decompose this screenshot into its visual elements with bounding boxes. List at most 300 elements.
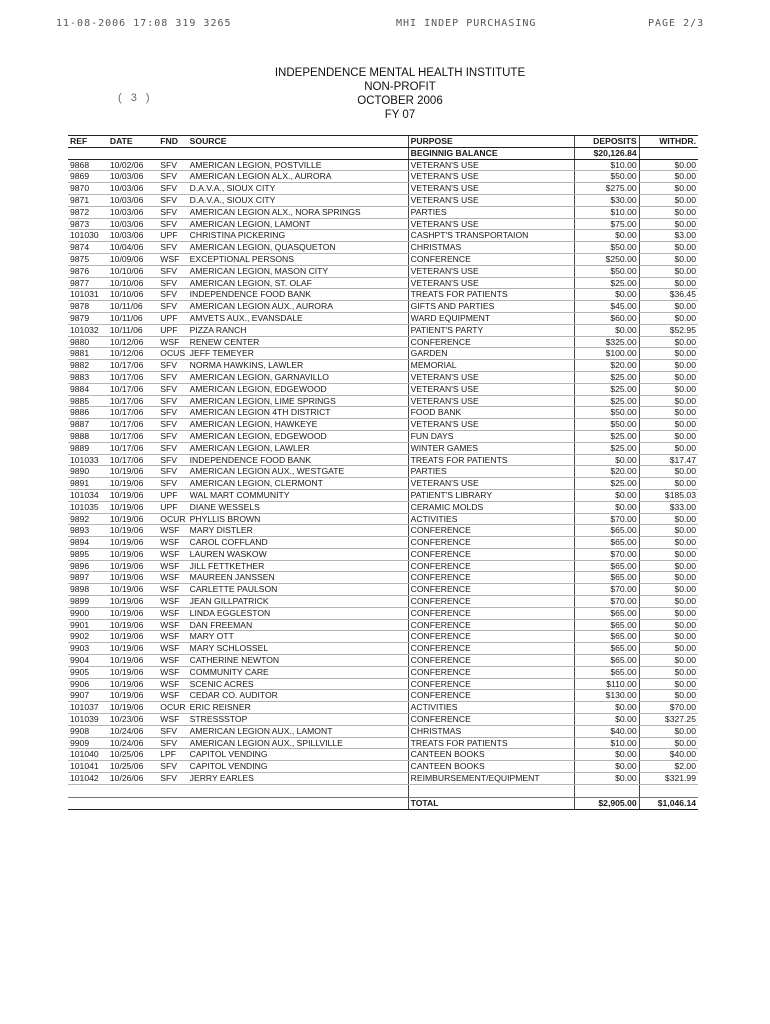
purpose-cell: PARTIES [408,466,574,478]
source-cell: D.A.V.A., SIOUX CITY [188,194,408,206]
ref-cell: 9887 [68,419,108,431]
ledger-row [68,607,698,619]
purpose-cell: CONFERENCE [408,690,574,702]
deposit-cell: $45.00 [574,301,639,313]
ref-cell: 9875 [68,253,108,265]
deposit-cell: $40.00 [574,725,639,737]
ref-cell: 101042 [68,773,108,785]
date-cell: 10/10/06 [108,277,158,289]
withdrawal-cell: $0.00 [639,171,698,183]
beginning-balance-amount: $20,126.84 [574,147,639,159]
withdrawal-cell: $0.00 [639,725,698,737]
ledger-row [68,596,698,608]
ref-cell: 101039 [68,714,108,726]
ref-cell: 101032 [68,324,108,336]
ref-cell: 9893 [68,525,108,537]
source-cell: AMERICAN LEGION, HAWKEYE [188,419,408,431]
deposit-cell: $25.00 [574,430,639,442]
deposit-cell: $65.00 [574,631,639,643]
fund-cell: OCUR [158,513,187,525]
fund-cell: SFV [158,761,187,773]
col-fund-header: FND [158,136,187,148]
blank-row [68,784,698,797]
source-cell: AMERICAN LEGION ALX., NORA SPRINGS [188,206,408,218]
withdrawal-cell: $0.00 [639,348,698,360]
deposit-cell: $65.00 [574,619,639,631]
ledger-row [68,159,698,171]
ref-cell: 9881 [68,348,108,360]
ledger-row [68,489,698,501]
col-ref-header: REF [68,136,108,148]
ledger-row [68,537,698,549]
date-cell: 10/24/06 [108,737,158,749]
ledger-row [68,584,698,596]
source-cell: D.A.V.A., SIOUX CITY [188,183,408,195]
deposit-cell: $65.00 [574,643,639,655]
withdrawal-cell: $0.00 [639,631,698,643]
ref-cell: 9879 [68,312,108,324]
purpose-cell: FOOD BANK [408,407,574,419]
total-label: TOTAL [408,797,574,809]
purpose-cell: CASHPT'S TRANSPORTAION [408,230,574,242]
deposit-cell: $50.00 [574,242,639,254]
purpose-cell: CONFERENCE [408,643,574,655]
purpose-cell: MEMORIAL [408,360,574,372]
deposit-cell: $75.00 [574,218,639,230]
header-row [68,136,698,148]
fund-cell: WSF [158,631,187,643]
deposit-cell: $20.00 [574,360,639,372]
purpose-cell: VETERAN'S USE [408,395,574,407]
ledger-row [68,466,698,478]
ref-cell: 9883 [68,371,108,383]
source-cell: LAUREN WASKOW [188,548,408,560]
date-cell: 10/19/06 [108,525,158,537]
fund-cell: WSF [158,678,187,690]
deposit-cell: $275.00 [574,183,639,195]
source-cell: RENEW CENTER [188,336,408,348]
source-cell: AMERICAN LEGION, EDGEWOOD [188,430,408,442]
fund-cell: SFV [158,360,187,372]
ref-cell: 9904 [68,655,108,667]
fund-cell: SFV [158,277,187,289]
withdrawal-cell: $0.00 [639,419,698,431]
fund-cell: OCUS [158,348,187,360]
ref-cell: 101034 [68,489,108,501]
date-cell: 10/03/06 [108,206,158,218]
source-cell: AMERICAN LEGION, ST. OLAF [188,277,408,289]
deposit-cell: $25.00 [574,277,639,289]
purpose-cell: CANTEEN BOOKS [408,749,574,761]
fund-cell: WSF [158,253,187,265]
purpose-cell: CONFERENCE [408,560,574,572]
purpose-cell: VETERAN'S USE [408,171,574,183]
source-cell: AMERICAN LEGION, CLERMONT [188,478,408,490]
date-cell: 10/03/06 [108,218,158,230]
ledger-row [68,714,698,726]
ledger-row [68,702,698,714]
withdrawal-cell: $0.00 [639,572,698,584]
fund-cell: WSF [158,548,187,560]
date-cell: 10/02/06 [108,159,158,171]
withdrawal-cell: $0.00 [639,537,698,549]
ledger-row [68,312,698,324]
deposit-cell: $10.00 [574,159,639,171]
source-cell: DAN FREEMAN [188,619,408,631]
withdrawal-cell: $327.25 [639,714,698,726]
ref-cell: 9872 [68,206,108,218]
fund-cell: LPF [158,749,187,761]
date-cell: 10/23/06 [108,714,158,726]
purpose-cell: VETERAN'S USE [408,383,574,395]
fund-cell: SFV [158,159,187,171]
fund-cell: WSF [158,655,187,667]
deposit-cell: $65.00 [574,666,639,678]
col-date-header: DATE [108,136,158,148]
ledger-row [68,773,698,785]
withdrawal-cell: $0.00 [639,678,698,690]
purpose-cell: CONFERENCE [408,714,574,726]
withdrawal-cell: $0.00 [639,690,698,702]
total-deposits: $2,905.00 [574,797,639,809]
source-cell: AMERICAN LEGION AUX., WESTGATE [188,466,408,478]
withdrawal-cell: $0.00 [639,312,698,324]
ref-cell: 9906 [68,678,108,690]
date-cell: 10/19/06 [108,666,158,678]
date-cell: 10/19/06 [108,548,158,560]
withdrawal-cell: $0.00 [639,253,698,265]
date-cell: 10/03/06 [108,171,158,183]
source-cell: EXCEPTIONAL PERSONS [188,253,408,265]
fund-cell: WSF [158,572,187,584]
ref-cell: 9888 [68,430,108,442]
fax-sender: MHI INDEP PURCHASING [396,18,537,29]
deposit-cell: $110.00 [574,678,639,690]
ref-cell: 9908 [68,725,108,737]
fund-cell: UPF [158,312,187,324]
withdrawal-cell: $0.00 [639,643,698,655]
purpose-cell: REIMBURSEMENT/EQUIPMENT [408,773,574,785]
fund-cell: SFV [158,725,187,737]
source-cell: SCENIC ACRES [188,678,408,690]
date-cell: 10/10/06 [108,289,158,301]
fund-cell: SFV [158,206,187,218]
ledger-row [68,171,698,183]
source-cell: PIZZA RANCH [188,324,408,336]
ledger-row [68,666,698,678]
date-cell: 10/11/06 [108,324,158,336]
purpose-cell: CONFERENCE [408,336,574,348]
fund-cell: WSF [158,596,187,608]
fund-cell: WSF [158,714,187,726]
fax-timestamp: 11-08-2006 17:08 319 3265 [56,18,232,29]
withdrawal-cell: $0.00 [639,478,698,490]
fund-cell: SFV [158,289,187,301]
ledger-row [68,218,698,230]
ref-cell: 9880 [68,336,108,348]
fund-cell: SFV [158,383,187,395]
ledger-row [68,560,698,572]
ref-cell: 9877 [68,277,108,289]
fund-cell: SFV [158,301,187,313]
ref-cell: 9896 [68,560,108,572]
ref-cell: 9892 [68,513,108,525]
ref-cell: 9891 [68,478,108,490]
ref-cell: 9905 [68,666,108,678]
withdrawal-cell: $0.00 [639,619,698,631]
deposit-cell: $65.00 [574,572,639,584]
source-cell: WAL MART COMMUNITY [188,489,408,501]
fund-cell: WSF [158,537,187,549]
ref-cell: 9876 [68,265,108,277]
source-cell: JEFF TEMEYER [188,348,408,360]
date-cell: 10/19/06 [108,690,158,702]
date-cell: 10/19/06 [108,596,158,608]
deposit-cell: $65.00 [574,655,639,667]
purpose-cell: CANTEEN BOOKS [408,761,574,773]
withdrawal-cell: $0.00 [639,666,698,678]
purpose-cell: CONFERENCE [408,525,574,537]
fund-cell: WSF [158,690,187,702]
purpose-cell: FUN DAYS [408,430,574,442]
ledger-row [68,678,698,690]
withdrawal-cell: $0.00 [639,159,698,171]
ref-cell: 101035 [68,501,108,513]
date-cell: 10/19/06 [108,501,158,513]
ledger-row [68,407,698,419]
date-cell: 10/09/06 [108,253,158,265]
date-cell: 10/17/06 [108,383,158,395]
withdrawal-cell: $0.00 [639,655,698,667]
withdrawal-cell: $0.00 [639,525,698,537]
ledger-row [68,501,698,513]
source-cell: JERRY EARLES [188,773,408,785]
ref-cell: 9878 [68,301,108,313]
source-cell: COMMUNITY CARE [188,666,408,678]
date-cell: 10/03/06 [108,194,158,206]
source-cell: STRESSSTOP [188,714,408,726]
withdrawal-cell: $0.00 [639,548,698,560]
date-cell: 10/17/06 [108,454,158,466]
deposit-cell: $325.00 [574,336,639,348]
withdrawal-cell: $0.00 [639,513,698,525]
purpose-cell: CONFERENCE [408,666,574,678]
fund-cell: SFV [158,265,187,277]
deposit-cell: $70.00 [574,584,639,596]
ledger-row [68,725,698,737]
beginning-balance-label: BEGINNIG BALANCE [408,147,574,159]
ledger-row [68,749,698,761]
ledger-row [68,395,698,407]
ledger-row [68,194,698,206]
date-cell: 10/04/06 [108,242,158,254]
fund-cell: UPF [158,230,187,242]
withdrawal-cell: $0.00 [639,442,698,454]
ledger-row [68,371,698,383]
source-cell: AMERICAN LEGION AUX., AURORA [188,301,408,313]
withdrawal-cell: $36.45 [639,289,698,301]
deposit-cell: $0.00 [574,761,639,773]
date-cell: 10/11/06 [108,312,158,324]
ledger-row [68,442,698,454]
purpose-cell: TREATS FOR PATIENTS [408,289,574,301]
source-cell: CARLETTE PAULSON [188,584,408,596]
fund-cell: SFV [158,183,187,195]
fund-cell: SFV [158,454,187,466]
date-cell: 10/19/06 [108,466,158,478]
date-cell: 10/10/06 [108,265,158,277]
deposit-cell: $65.00 [574,607,639,619]
ref-cell: 9895 [68,548,108,560]
fund-cell: SFV [158,395,187,407]
purpose-cell: VETERAN'S USE [408,183,574,195]
fund-cell: SFV [158,171,187,183]
deposit-cell: $130.00 [574,690,639,702]
ref-cell: 9899 [68,596,108,608]
ref-cell: 9882 [68,360,108,372]
withdrawal-cell: $52.95 [639,324,698,336]
ref-cell: 9873 [68,218,108,230]
withdrawal-cell: $33.00 [639,501,698,513]
ref-cell: 9890 [68,466,108,478]
ledger-row [68,643,698,655]
deposit-cell: $70.00 [574,596,639,608]
source-cell: MAUREEN JANSSEN [188,572,408,584]
ref-cell: 9897 [68,572,108,584]
date-cell: 10/19/06 [108,655,158,667]
source-cell: JILL FETTKETHER [188,560,408,572]
source-cell: CHRISTINA PICKERING [188,230,408,242]
ledger-row [68,183,698,195]
ledger-row [68,478,698,490]
withdrawal-cell: $0.00 [639,218,698,230]
ref-cell: 9874 [68,242,108,254]
deposit-cell: $0.00 [574,489,639,501]
deposit-cell: $30.00 [574,194,639,206]
date-cell: 10/19/06 [108,478,158,490]
deposit-cell: $10.00 [574,737,639,749]
purpose-cell: CONFERENCE [408,548,574,560]
ledger-row [68,572,698,584]
ledger-row [68,206,698,218]
ref-cell: 101041 [68,761,108,773]
date-cell: 10/19/06 [108,702,158,714]
fund-cell: SFV [158,737,187,749]
report-month: OCTOBER 2006 [357,95,443,107]
deposit-cell: $50.00 [574,419,639,431]
col-withdrawals-header: WITHDR. [639,136,698,148]
date-cell: 10/17/06 [108,371,158,383]
deposit-cell: $60.00 [574,312,639,324]
date-cell: 10/12/06 [108,348,158,360]
source-cell: AMERICAN LEGION ALX., AURORA [188,171,408,183]
deposit-cell: $50.00 [574,171,639,183]
source-cell: AMERICAN LEGION, MASON CITY [188,265,408,277]
fund-cell: SFV [158,419,187,431]
purpose-cell: CONFERENCE [408,655,574,667]
withdrawal-cell: $0.00 [639,242,698,254]
fund-cell: SFV [158,442,187,454]
fund-cell: SFV [158,478,187,490]
fund-cell: SFV [158,371,187,383]
date-cell: 10/12/06 [108,336,158,348]
ledger-row [68,336,698,348]
purpose-cell: VETERAN'S USE [408,277,574,289]
deposit-cell: $0.00 [574,702,639,714]
purpose-cell: VETERAN'S USE [408,194,574,206]
source-cell: NORMA HAWKINS, LAWLER [188,360,408,372]
fund-cell: OCUR [158,702,187,714]
fund-cell: WSF [158,525,187,537]
ref-cell: 9900 [68,607,108,619]
withdrawal-cell: $0.00 [639,607,698,619]
fund-cell: UPF [158,489,187,501]
deposit-cell: $70.00 [574,513,639,525]
date-cell: 10/17/06 [108,430,158,442]
purpose-cell: CONFERENCE [408,678,574,690]
ledger-row [68,761,698,773]
source-cell: AMERICAN LEGION AUX., SPILLVILLE [188,737,408,749]
ledger-row [68,548,698,560]
fund-cell: WSF [158,643,187,655]
deposit-cell: $65.00 [574,537,639,549]
ledger-row [68,360,698,372]
ref-cell: 9884 [68,383,108,395]
deposit-cell: $10.00 [574,206,639,218]
date-cell: 10/19/06 [108,619,158,631]
purpose-cell: GARDEN [408,348,574,360]
col-purpose-header: PURPOSE [408,136,574,148]
ref-cell: 9889 [68,442,108,454]
fund-cell: SFV [158,466,187,478]
ledger-row [68,348,698,360]
deposit-cell: $50.00 [574,265,639,277]
purpose-cell: VETERAN'S USE [408,419,574,431]
source-cell: DIANE WESSELS [188,501,408,513]
date-cell: 10/17/06 [108,419,158,431]
source-cell: LINDA EGGLESTON [188,607,408,619]
ref-cell: 101031 [68,289,108,301]
date-cell: 10/19/06 [108,513,158,525]
total-withdrawals: $1,046.14 [639,797,698,809]
date-cell: 10/25/06 [108,749,158,761]
ref-cell: 9871 [68,194,108,206]
source-cell: AMERICAN LEGION, GARNAVILLO [188,371,408,383]
col-deposits-header: DEPOSITS [574,136,639,148]
deposit-cell: $100.00 [574,348,639,360]
fund-cell: SFV [158,242,187,254]
ref-cell: 101033 [68,454,108,466]
fund-cell: WSF [158,336,187,348]
page-stamp: ( 3 ) [118,92,153,104]
date-cell: 10/19/06 [108,607,158,619]
date-cell: 10/19/06 [108,643,158,655]
deposit-cell: $0.00 [574,454,639,466]
ledger-row [68,301,698,313]
ledger-row [68,525,698,537]
date-cell: 10/19/06 [108,678,158,690]
source-cell: AMERICAN LEGION, LAMONT [188,218,408,230]
withdrawal-cell: $0.00 [639,584,698,596]
withdrawal-cell: $2.00 [639,761,698,773]
ref-cell: 9909 [68,737,108,749]
source-cell: AMERICAN LEGION, QUASQUETON [188,242,408,254]
purpose-cell: CHRISTMAS [408,242,574,254]
withdrawal-cell: $0.00 [639,596,698,608]
withdrawal-cell: $0.00 [639,265,698,277]
deposit-cell: $25.00 [574,371,639,383]
ledger-row [68,631,698,643]
